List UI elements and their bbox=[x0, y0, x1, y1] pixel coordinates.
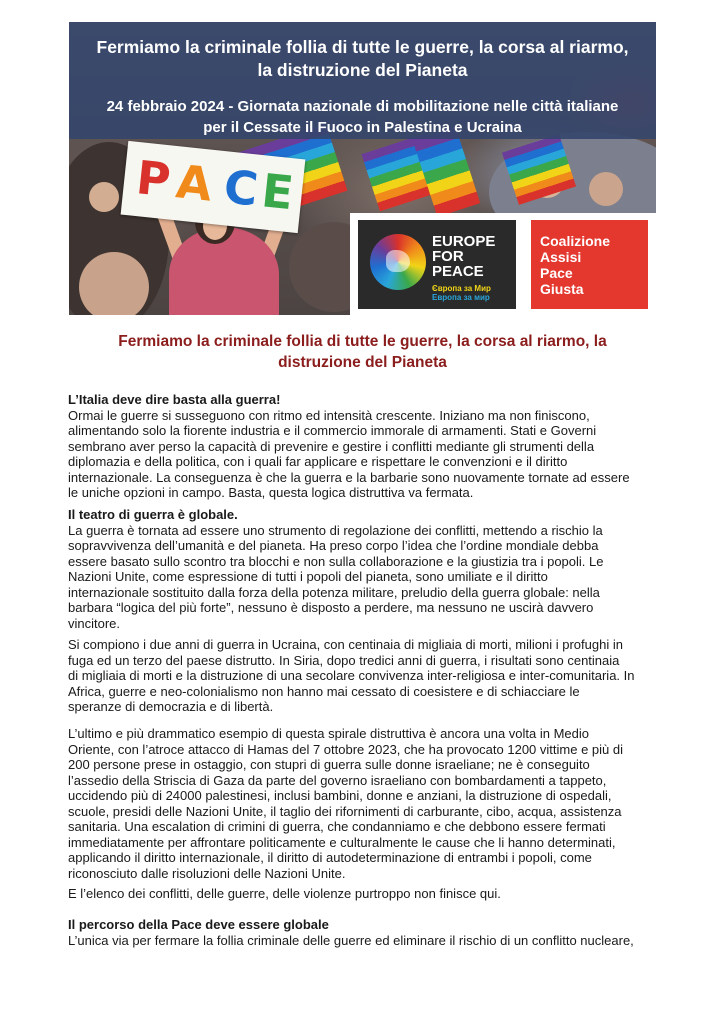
paragraph-line: immediatamente per affrontare politicamente e culturalmente le cause che li hanno determinati, bbox=[68, 834, 616, 850]
paragraph-line: le uniche opzioni in campo. Basta, questa logica distruttiva va fermata. bbox=[68, 485, 474, 500]
paragraph-line: fuga ed un terzo del paese distrutto. In Siria, dopo tredici anni di guerra, i risultati sono centinaia bbox=[68, 652, 620, 668]
efp-logo-text: EUROPE FOR PEACE bbox=[432, 233, 496, 280]
paragraph-line: sembrano aver perso la capacità di prevenire e gestire i conflitti mediante gli strumenti della bbox=[68, 438, 595, 454]
paragraph-line: 200 persone prese in ostaggio, con stupri di guerra sulle donne israeliane; ne è conseguito bbox=[68, 757, 590, 772]
europe-for-peace-logo bbox=[358, 220, 516, 309]
paragraph-line: Ormai le guerre si susseguono con ritmo ed intensità crescente. Iniziano ma non finiscono, bbox=[68, 407, 590, 423]
paragraph-line: E l’elenco dei conflitti, delle guerre, delle violenze purtroppo non finisce qui. bbox=[68, 886, 501, 901]
banner-title-line: Fermiamo la criminale follia di tutte le guerre, la corsa al riarmo, bbox=[96, 37, 629, 57]
paragraph-line: scuole, presidi delle Nazioni Unite, il taglio dei rifornimenti di carburante, cibo, acqua, assistenza bbox=[68, 803, 622, 819]
paragraph-line: riconosciuto dalle risoluzioni delle Nazioni Unite. bbox=[68, 865, 346, 881]
paragraph-line: applicando il diritto internazionale, il diritto di autodeterminazione di entrambi i popoli, come bbox=[68, 850, 592, 865]
paragraph-line: uccidendo più di 24000 palestinesi, inclusi bambini, donne e anziani, la distruzione di ospedali, bbox=[68, 788, 612, 803]
paragraph-line: internazionale sostituito dalla forza della potenza militare, preludio della guerra globale: nella bbox=[68, 584, 600, 600]
section-heading: L’Italia deve dire basta alla guerra! bbox=[68, 392, 281, 407]
paragraph-line: vincitore. bbox=[68, 615, 121, 631]
section-1 bbox=[68, 392, 668, 501]
peace-globe-icon bbox=[370, 234, 426, 290]
paragraph-line: alimentando solo la fiorente industria e il commercio immorale di armamenti. Stati e Governi bbox=[68, 423, 597, 438]
paragraph-line: l’assedio della Striscia di Gaza da parte del governo israeliano con bombardamenti a tappeto, bbox=[68, 772, 607, 788]
paragraph-line: sanitaria. Una escalation di crimini di guerra, che condanniamo e che debbono essere fermati bbox=[68, 819, 606, 834]
paragraph-line: speranze di democrazia e di libertà. bbox=[68, 699, 274, 714]
paragraph-line: Oriente, con l’atroce attacco di Hamas del 7 ottobre 2023, che ha provocato 1200 vittime e più di bbox=[68, 741, 623, 757]
paragraph-middle-east bbox=[68, 726, 668, 881]
paragraph-line: Nazioni Unite, come espressione di tutti i popoli del pianeta, sono umiliate e il diritto bbox=[68, 569, 548, 584]
logo-panel bbox=[350, 213, 656, 315]
paragraph-line: barbara “logica del più forte”, nessuno è disposto a perdere, ma nessuno ne uscirà davvero bbox=[68, 600, 594, 615]
coalizione-assisi-logo: Coalizione Assisi Pace Giusta bbox=[531, 220, 648, 309]
sign-letter: C bbox=[221, 159, 261, 217]
sign-letter: A bbox=[173, 154, 215, 212]
section-heading: Il percorso della Pace deve essere globale bbox=[68, 917, 329, 932]
banner-title-box bbox=[69, 22, 656, 139]
section-2 bbox=[68, 507, 668, 631]
banner-date-line: per il Cessate il Fuoco in Palestina e Ucraina bbox=[203, 119, 522, 136]
header-banner bbox=[69, 22, 656, 315]
section-heading: Il teatro di guerra è globale. bbox=[68, 507, 238, 522]
paragraph-line: La guerra è tornata ad essere uno strumento di regolazione dei conflitti, mettendo a rischio la bbox=[68, 522, 603, 538]
sign-letter: E bbox=[259, 163, 297, 221]
efp-logo-subtext: Європа за Мир Европа за мир bbox=[432, 284, 491, 302]
paragraph-conflicts-list bbox=[68, 886, 668, 902]
banner-date-line: 24 febbraio 2024 - Giornata nazionale di mobilitazione nelle città italiane bbox=[106, 98, 619, 115]
paragraph-line: di migliaia di morti e la distruzione di una secolare convivenza inter-religiosa e inter-comunitaria. In bbox=[68, 668, 635, 683]
paragraph-line: L’unica via per fermare la follia criminale delle guerre ed eliminare il rischio di un conflitto nucleare, bbox=[68, 932, 634, 948]
paragraph-line: L’ultimo e più drammatico esempio di questa spirale distruttiva è ancora una volta in Medio bbox=[68, 726, 589, 741]
document-title: Fermiamo la criminale follia di tutte le guerre, la corsa al riarmo, la distruzione del Pianeta bbox=[118, 333, 607, 371]
paragraph-line: diplomazia e della politica, con i quali far applicare e rispettare le convenzioni e il diritto bbox=[68, 454, 568, 469]
section-3 bbox=[68, 917, 668, 948]
paragraph-line: sopravvivenza dell’umanità e del pianeta. Ha preso corpo l’idea che l’ordine mondiale debba bbox=[68, 538, 599, 553]
banner-title-line: la distruzione del Pianeta bbox=[257, 60, 468, 80]
sign-letter: P bbox=[133, 150, 173, 208]
paragraph-line: Africa, guerre e neo-colonialismo non hanno mai cessato di coesistere e di schiacciare le bbox=[68, 683, 580, 699]
paragraph-line: Si compiono i due anni di guerra in Ucraina, con centinaia di migliaia di morti, milioni i profughi in bbox=[68, 637, 623, 652]
paragraph-ukraine-syria bbox=[68, 637, 668, 715]
paragraph-line: internazionale. La conseguenza è che la guerra e la barbarie sono nuovamente tornate ad essere bbox=[68, 469, 630, 485]
paragraph-line: essere basato sullo scontro tra blocchi e non sulla collaborazione e la giustizia tra i popoli. Le bbox=[68, 553, 604, 569]
